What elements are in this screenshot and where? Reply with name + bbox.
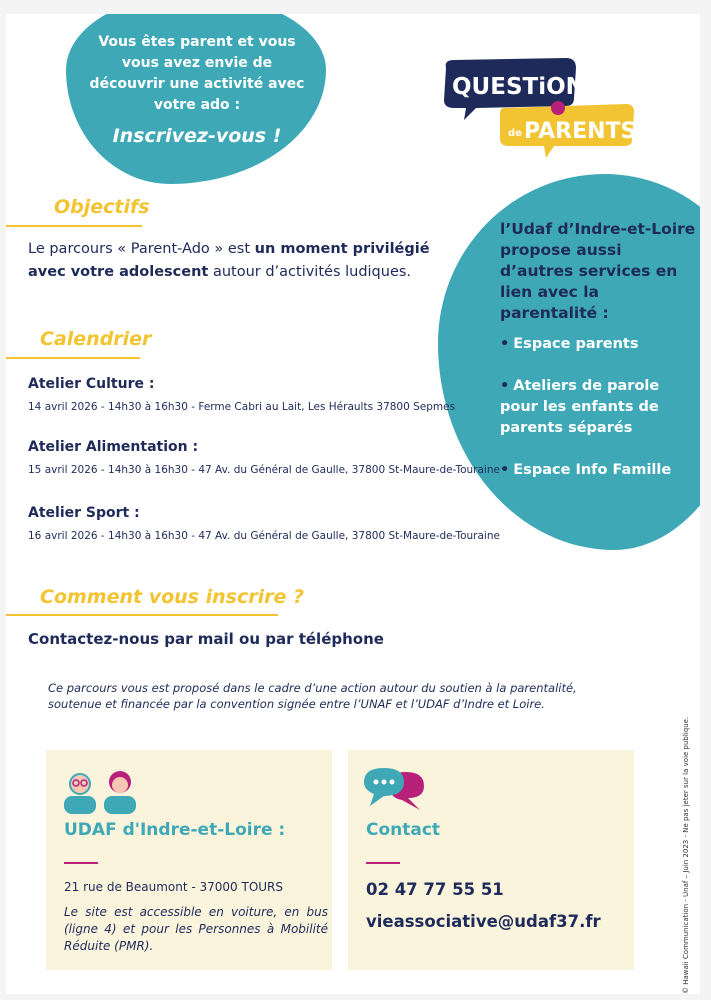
logo-dots xyxy=(551,101,565,115)
inscription-heading: Comment vous inscrire ? xyxy=(40,586,304,608)
hero-text: Vous êtes parent et vous vous avez envie de découvrir une activité avec votre ado : xyxy=(89,34,305,113)
bullet-icon: • xyxy=(500,378,510,394)
hero-cta: Inscrivez-vous ! xyxy=(112,125,282,147)
copyright-note: © Hawaii Communication - Unaf – Juin 2023 - Ne pas jeter sur la voie publique. xyxy=(682,716,690,994)
logo-text-de: de xyxy=(508,128,522,139)
services-list xyxy=(500,334,700,481)
contact-card-divider xyxy=(366,862,400,864)
chat-bubbles-icon xyxy=(362,764,428,816)
calendrier-heading: Calendrier xyxy=(40,328,152,350)
bullet-icon: • xyxy=(500,462,510,478)
udaf-card-divider xyxy=(64,862,98,864)
hero-text-block xyxy=(84,32,310,147)
logo-text-questions: QUESTiONS xyxy=(452,74,602,100)
contact-email[interactable]: vieassociative@udaf37.fr xyxy=(366,912,601,931)
contact-card xyxy=(348,750,634,970)
services-item: • Espace Info Famille xyxy=(500,462,672,478)
atelier-culture-detail: 14 avril 2026 - 14h30 à 16h30 - Ferme Cabri au Lait, Les Héraults 37800 Sepmes xyxy=(28,401,456,413)
services-item: • Espace parents xyxy=(500,336,639,352)
objectifs-text: Le parcours « Parent-Ado » est un moment privilégié avec votre adolescent autour d’activités ludiques. xyxy=(28,241,430,280)
inscription-underline xyxy=(6,614,278,616)
services-title: l’Udaf d’Indre-et-Loire propose aussi d’autres services en lien avec la parentalité : xyxy=(500,220,696,322)
flyer-page xyxy=(6,14,700,994)
services-panel xyxy=(500,219,700,502)
questions-de-parents-logo xyxy=(436,54,638,164)
atelier-culture-title: Atelier Culture : xyxy=(28,376,155,392)
atelier-alimentation-detail: 15 avril 2026 - 14h30 à 16h30 - 47 Av. du Général de Gaulle, 37800 St-Maure-de-Touraine xyxy=(28,464,500,476)
contact-phone[interactable]: 02 47 77 55 51 xyxy=(366,880,504,899)
logo-text-parents: PARENTS xyxy=(524,119,637,144)
bullet-icon: • xyxy=(500,336,510,352)
udaf-card xyxy=(46,750,332,970)
objectifs-underline xyxy=(6,225,142,227)
atelier-sport-title: Atelier Sport : xyxy=(28,505,140,521)
services-item: • Ateliers de parole pour les enfants de parents séparés xyxy=(500,378,660,436)
contact-card-title: Contact xyxy=(366,820,441,840)
atelier-alimentation-title: Atelier Alimentation : xyxy=(28,439,199,455)
objectifs-heading: Objectifs xyxy=(54,196,150,218)
udaf-address: 21 rue de Beaumont - 37000 TOURS xyxy=(64,880,284,894)
contact-instruction: Contactez-nous par mail ou par téléphone xyxy=(28,630,384,648)
calendrier-underline xyxy=(6,357,140,359)
udaf-card-title: UDAF d'Indre-et-Loire : xyxy=(64,820,286,840)
funding-note: Ce parcours vous est proposé dans le cadre d’une action autour du soutien à la parentalité, soutenue et financée par la convention signée entre l’UNAF et l’UDAF d’Indre et Loire. xyxy=(48,681,577,711)
parents-icon xyxy=(62,764,140,814)
atelier-sport-detail: 16 avril 2026 - 14h30 à 16h30 - 47 Av. du Général de Gaulle, 37800 St-Maure-de-Touraine xyxy=(28,530,500,542)
udaf-accessibility: Le site est accessible en voiture, en bus (ligne 4) et pour les Personnes à Mobilité Réduite (PMR). xyxy=(64,905,328,953)
